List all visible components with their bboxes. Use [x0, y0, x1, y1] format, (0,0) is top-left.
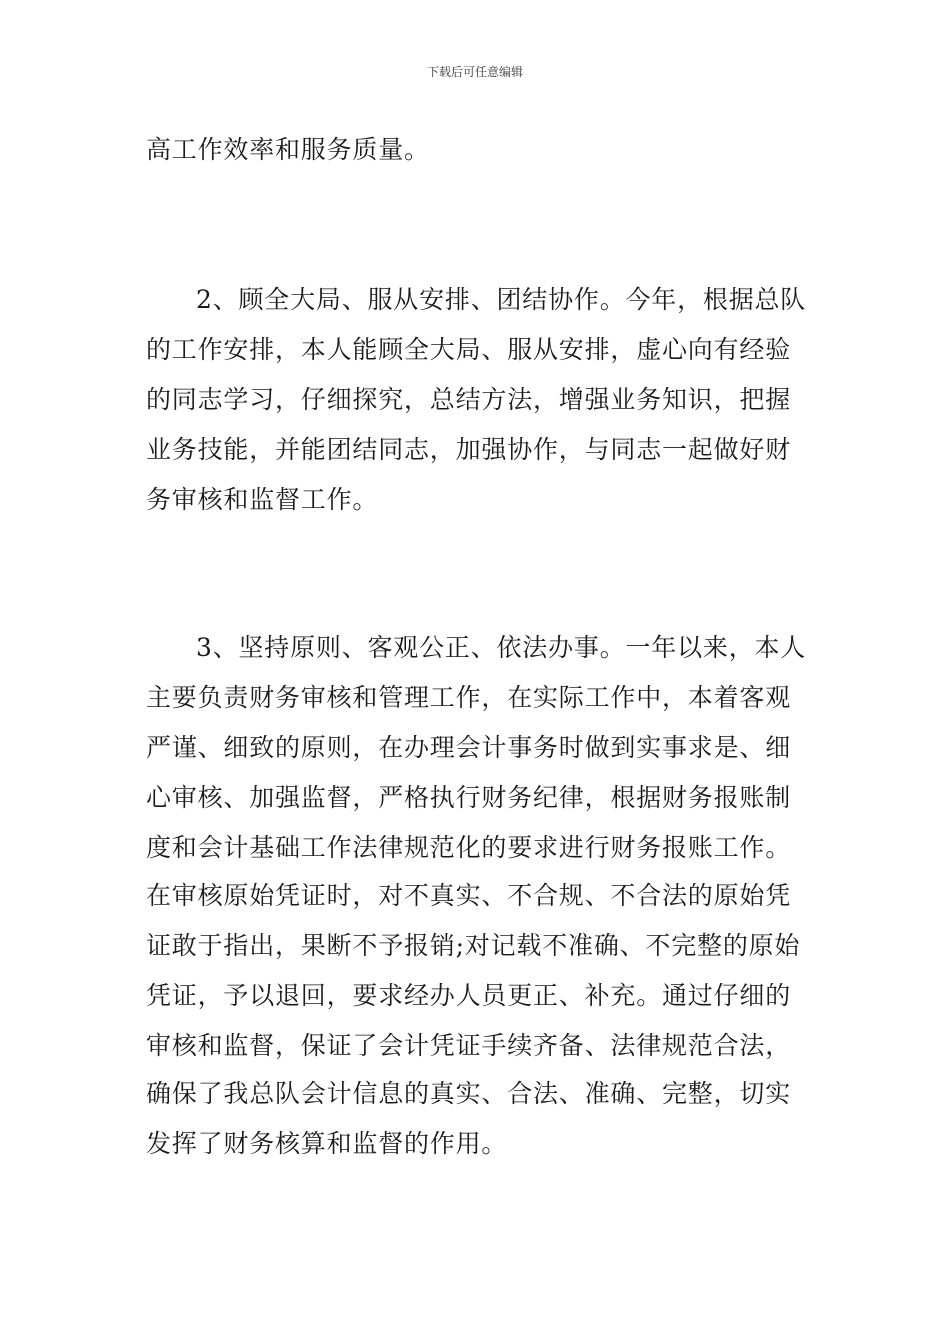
text-line: 审核和监督，保证了会计凭证手续齐备、法律规范合法， — [146, 1031, 792, 1060]
text-line: 的同志学习，仔细探究，总结方法，增强业务知识，把握 — [146, 385, 792, 414]
text-line: 主要负责财务审核和管理工作，在实际工作中，本着客观 — [146, 683, 792, 712]
text-line: 发挥了财务核算和监督的作用。 — [146, 1129, 508, 1158]
text-line: 在审核原始凭证时，对不真实、不合规、不合法的原始凭 — [146, 881, 792, 910]
page-header: 下载后可任意编辑 — [426, 65, 523, 79]
text-line: 确保了我总队会计信息的真实、合法、准确、完整，切实 — [146, 1079, 792, 1108]
text-line: 凭证，予以退回，要求经办人员更正、补充。通过仔细的 — [146, 981, 792, 1010]
text-line: 3、坚持原则、客观公正、依法办事。一年以来，本人 — [196, 633, 807, 662]
text-line: 严谨、细致的原则，在办理会计事务时做到实事求是、细 — [146, 733, 792, 762]
text-line: 证敢于指出，果断不予报销;对记载不准确、不完整的原始 — [146, 931, 801, 960]
text-line: 度和会计基础工作法律规范化的要求进行财务报账工作。 — [146, 833, 792, 862]
text-line: 业务技能，并能团结同志，加强协作，与同志一起做好财 — [146, 435, 792, 464]
text-line: 的工作安排，本人能顾全大局、服从安排，虚心向有经验 — [146, 335, 792, 364]
text-line: 2、顾全大局、服从安排、团结协作。今年，根据总队 — [196, 285, 807, 314]
text-line: 务审核和监督工作。 — [146, 485, 379, 514]
text-line: 心审核、加强监督，严格执行财务纪律，根据财务报账制 — [146, 783, 792, 812]
text-line: 高工作效率和服务质量。 — [146, 135, 430, 164]
